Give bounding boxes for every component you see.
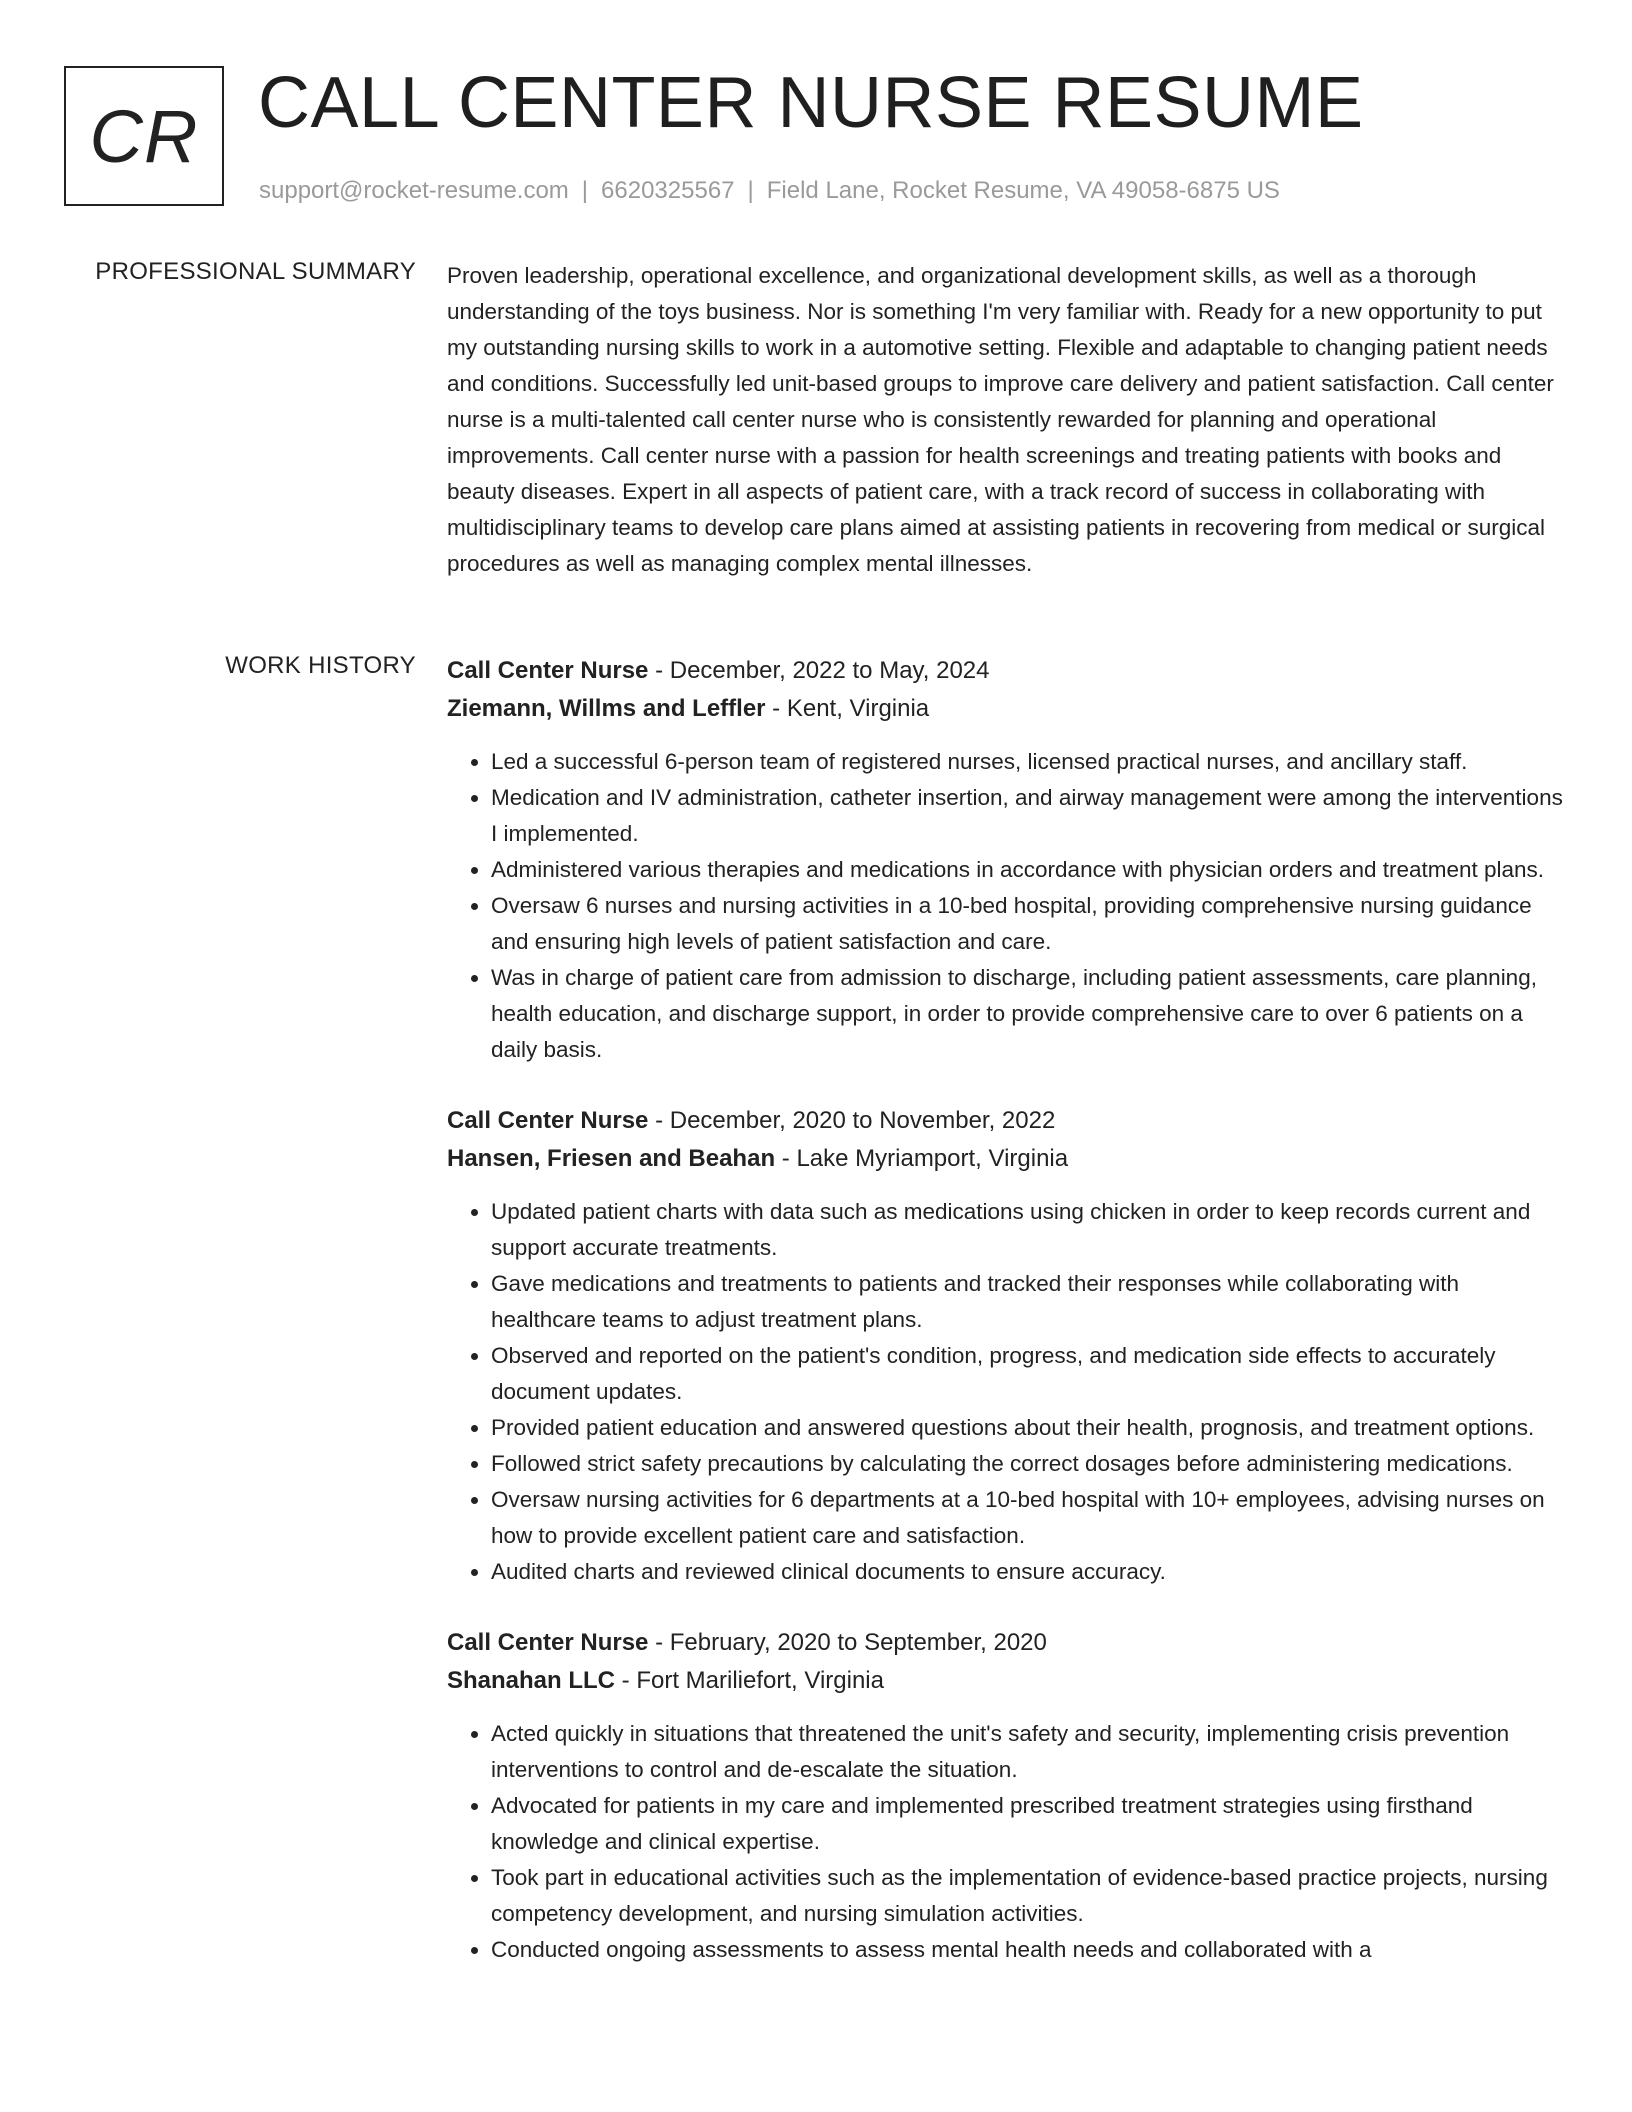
contact-address: Field Lane, Rocket Resume, VA 49058-6875 US (766, 177, 1280, 204)
job-location: - Kent, Virginia (765, 695, 930, 722)
monogram-box (64, 66, 224, 206)
job-bullet: • Medication and IV administration, catheter insertion, and airway management were among the interventions I implemented. (491, 780, 1569, 852)
contact-separator: | (581, 177, 589, 204)
job-dates: - December, 2020 to November, 2022 (648, 1107, 1056, 1134)
summary-text: Proven leadership, operational excellence, and organizational development skills, as well as a thorough understanding of the toys business. Nor is something I'm very familiar with. Ready for a new opportunity to put my outstanding nursing skills to work in a automotive setting. Flexible and adaptable to changing patient needs and conditions. Successfully led unit-based groups to improve care delivery and patient satisfaction. Call center nurse is a multi-talented call center nurse who is consistently rewarded for planning and operational improvements. Call center nurse with a passion for health screenings and treating patients with books and beauty diseases. Expert in all aspects of patient care, with a track record of success in collaborating with multidisciplinary teams to develop care plans aimed at assisting patients in recovering from medical or surgical procedures as well as managing complex mental illnesses. (447, 263, 1554, 576)
job-dates: - February, 2020 to September, 2020 (648, 1629, 1047, 1656)
job-bullet: • Led a successful 6-person team of registered nurses, licensed practical nurses, and ancillary staff. (491, 744, 1569, 780)
job-company-line (447, 1662, 1569, 1700)
job-bullet: • Followed strict safety precautions by calculating the correct dosages before administering medications. (491, 1446, 1569, 1482)
section-label-work-history: WORK HISTORY (225, 652, 416, 679)
job-bullet: • Oversaw nursing activities for 6 departments at a 10-bed hospital with 10+ employees, advising nurses on how to provide excellent patient care and satisfaction. (491, 1482, 1569, 1554)
job-title: Call Center Nurse (447, 657, 649, 684)
contact-separator: | (747, 177, 754, 204)
monogram-initials: CR (89, 94, 199, 178)
job-bullet: • Acted quickly in situations that threatened the unit's safety and security, implementing crisis prevention interventions to control and de-escalate the situation. (491, 1716, 1569, 1788)
job-company-line (447, 690, 1569, 728)
job-company: Ziemann, Willms and Leffler (447, 695, 766, 722)
job-title-line (447, 652, 1569, 690)
resume-title: CALL CENTER NURSE RESUME (258, 63, 1364, 143)
job-bullet: • Conducted ongoing assessments to assess mental health needs and collaborated with a (491, 1932, 1569, 1968)
job-title: Call Center Nurse (447, 1107, 649, 1134)
section-label-summary: PROFESSIONAL SUMMARY (95, 258, 416, 285)
job-title: Call Center Nurse (447, 1629, 649, 1656)
job-bullet: • Advocated for patients in my care and implemented prescribed treatment strategies using firsthand knowledge and clinical expertise. (491, 1788, 1569, 1860)
job-bullet: • Audited charts and reviewed clinical documents to ensure accuracy. (491, 1554, 1569, 1590)
job-company-line (447, 1140, 1569, 1178)
job-bullets (447, 1716, 1569, 1968)
contact-phone: 6620325567 (601, 177, 735, 204)
job-bullets (447, 744, 1569, 1068)
job-entry (447, 1624, 1569, 1968)
contact-email: support@rocket-resume.com (259, 177, 569, 204)
job-bullet: • Administered various therapies and medications in accordance with physician orders and treatment plans. (491, 852, 1569, 888)
job-bullet: • Updated patient charts with data such as medications using chicken in order to keep records current and support accurate treatments. (491, 1194, 1569, 1266)
job-location: - Lake Myriamport, Virginia (775, 1145, 1069, 1172)
contact-line (259, 174, 1280, 208)
job-bullet: • Oversaw 6 nurses and nursing activities in a 10-bed hospital, providing comprehensive nursing guidance and ensuring high levels of patient satisfaction and care. (491, 888, 1569, 960)
job-bullet: • Provided patient education and answered questions about their health, prognosis, and treatment options. (491, 1410, 1569, 1446)
job-location: - Fort Mariliefort, Virginia (615, 1667, 884, 1694)
job-company: Hansen, Friesen and Beahan (447, 1145, 776, 1172)
job-bullet: • Was in charge of patient care from admission to discharge, including patient assessments, care planning, health education, and discharge support, in order to provide comprehensive care to over 6 patients on a daily basis. (491, 960, 1569, 1068)
job-title-line (447, 1102, 1569, 1140)
job-bullets (447, 1194, 1569, 1590)
job-bullet: • Took part in educational activities such as the implementation of evidence-based practice projects, nursing competency development, and nursing simulation activities. (491, 1860, 1569, 1932)
job-entry (447, 1102, 1569, 1590)
job-entry (447, 652, 1569, 1068)
job-bullet: • Gave medications and treatments to patients and tracked their responses while collaborating with healthcare teams to adjust treatment plans. (491, 1266, 1569, 1338)
job-title-line (447, 1624, 1569, 1662)
job-dates: - December, 2022 to May, 2024 (648, 657, 990, 684)
job-bullet: • Observed and reported on the patient's condition, progress, and medication side effects to accurately document updates. (491, 1338, 1569, 1410)
job-company: Shanahan LLC (447, 1667, 616, 1694)
